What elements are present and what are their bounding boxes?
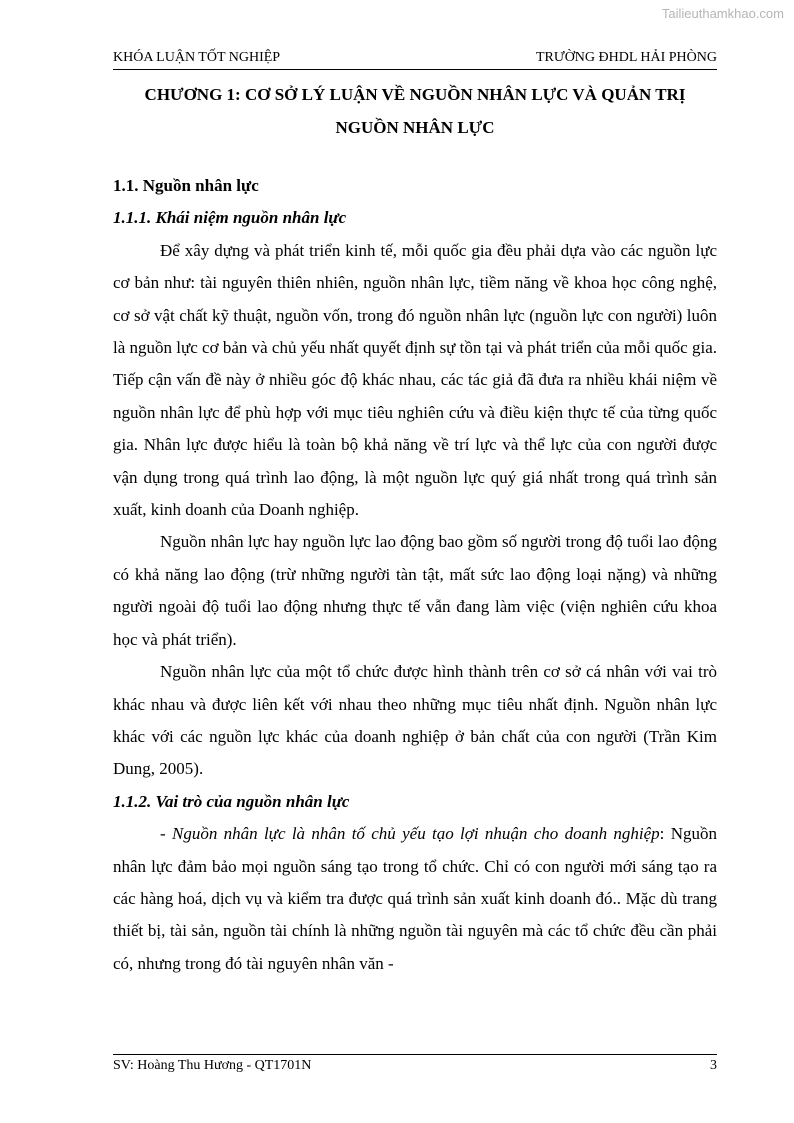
paragraph-4-text: : Nguồn nhân lực đảm bảo mọi nguồn sáng tạo trong tổ chức. Chỉ có con người mới sáng tạo ra các hàng hoá, dịch vụ và kiểm tra được quá trình sản xuất kinh doanh đó.. Mặc dù trang thiết bị, tài sản, nguồn tài chính là những nguồn tài nguyên mà các tổ chức đều cần phải có, nhưng trong đó tài nguyên nhân văn -: [113, 824, 717, 973]
paragraph-1: Để xây dựng và phát triển kinh tế, mỗi quốc gia đều phải dựa vào các nguồn lực cơ bản như: tài nguyên thiên nhiên, nguồn nhân lực, tiềm năng về khoa học công nghệ, cơ sở vật chất kỹ thuật, nguồn vốn, trong đó nguồn nhân lực (nguồn lực con người) luôn là nguồn lực cơ bản và chủ yếu nhất quyết định sự tồn tại và phát triển của mỗi quốc gia. Tiếp cận vấn đề này ở nhiều góc độ khác nhau, các tác giả đã đưa ra nhiều khái niệm về nguồn nhân lực để phù hợp với mục tiêu nghiên cứu và điều kiện thực tế của từng quốc gia. Nhân lực được hiểu là toàn bộ khả năng về trí lực và thể lực của con người được vận dụng trong quá trình lao động, là một nguồn lực quý giá nhất trong quá trình sản xuất, kinh doanh của Doanh nghiệp.: [113, 240, 717, 520]
header-left: KHÓA LUẬN TỐT NGHIỆP: [113, 50, 281, 65]
watermark: Tailieuthamkhao.com: [661, 6, 784, 21]
paragraph-4: [113, 818, 717, 980]
page-number: 3: [710, 1058, 717, 1073]
header-right: TRƯỜNG ĐHDL HẢI PHÒNG: [535, 50, 717, 65]
paragraph-3: Nguồn nhân lực của một tổ chức được hình thành trên cơ sở cá nhân với vai trò khác nhau và được liên kết với nhau theo những mục tiêu nhất định. Nguồn nhân lực khác với các nguồn lực khác của doanh nghiệp ở bản chất của con người (Trần Kim Dung, 2005).: [113, 662, 717, 779]
chapter-title-line1: CHƯƠNG 1: CƠ SỞ LÝ LUẬN VỀ NGUỒN NHÂN LỰC VÀ QUẢN TRỊ: [144, 85, 686, 104]
paragraph-2: Nguồn nhân lực hay nguồn lực lao động bao gồm số người trong độ tuổi lao động có khả năng lao động (trừ những người tàn tật, mất sức lao động loại nặng) và những người ngoài độ tuổi lao động nhưng thực tế vẫn đang làm việc (viện nghiên cứu khoa học và phát triển).: [113, 532, 717, 649]
section-1-1-1-heading: 1.1.1. Khái niệm nguồn nhân lực: [113, 208, 347, 228]
page-footer: [113, 1058, 717, 1076]
footer-divider: [113, 1054, 717, 1055]
page-body: [113, 170, 717, 980]
paragraph-4-lead: - Nguồn nhân lực là nhân tố chủ yếu tạo lợi nhuận cho doanh nghiệp: [160, 824, 660, 844]
chapter-title-line2: NGUỒN NHÂN LỰC: [335, 118, 495, 137]
page-header: [113, 50, 717, 68]
section-1-1-2-heading: 1.1.2. Vai trò của nguồn nhân lực: [113, 791, 350, 811]
section-1-1-heading: 1.1. Nguồn nhân lực: [113, 176, 259, 195]
header-divider: [113, 69, 717, 70]
chapter-title: [113, 78, 717, 144]
footer-student: SV: Hoàng Thu Hương - QT1701N: [113, 1058, 312, 1073]
